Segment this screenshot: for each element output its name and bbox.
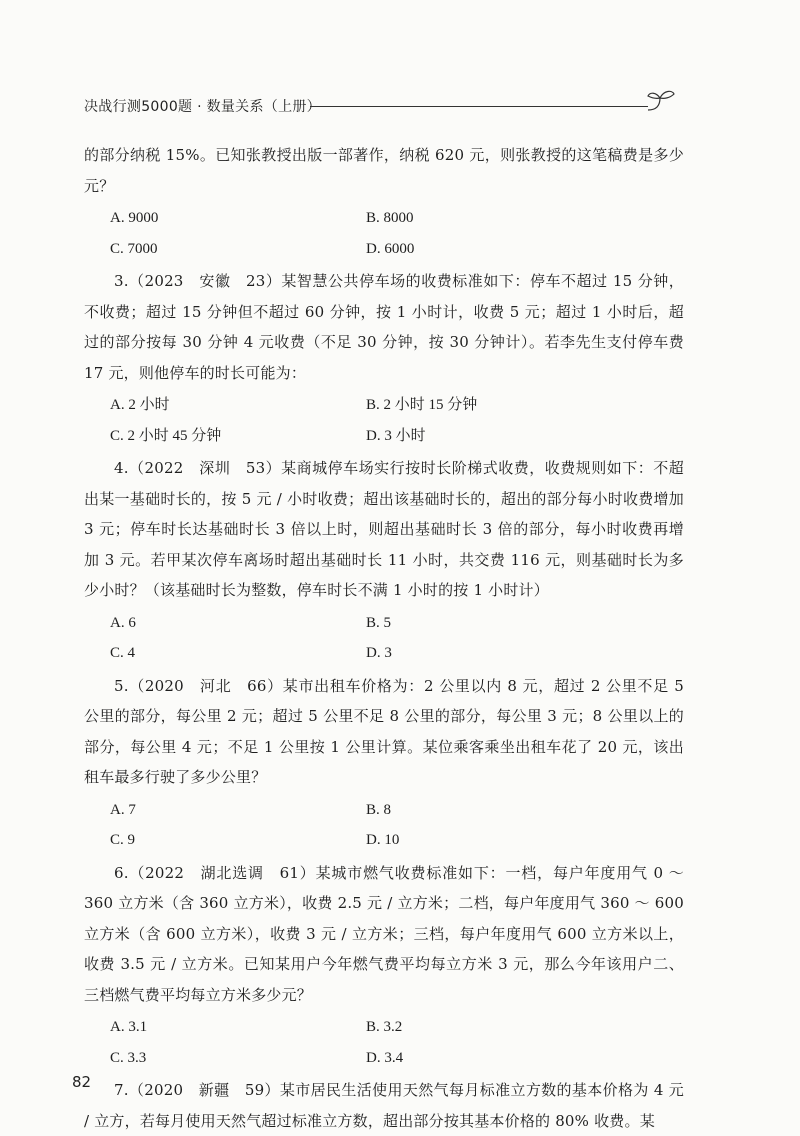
options-group bbox=[84, 608, 684, 669]
option-b: B. 2 小时 15 分钟 bbox=[366, 397, 478, 413]
option-a: A. 7 bbox=[110, 801, 136, 818]
option-b: B. 3.2 bbox=[366, 1019, 403, 1035]
running-header bbox=[72, 86, 672, 122]
option-b: B. 5 bbox=[366, 614, 392, 631]
header-rule bbox=[310, 106, 648, 107]
option-a: A. 6 bbox=[110, 614, 136, 631]
option-d: D. 6000 bbox=[366, 240, 415, 257]
option-a: A. 3.1 bbox=[110, 1019, 148, 1035]
page-number: 82 bbox=[72, 1073, 92, 1091]
option-c: C. 4 bbox=[110, 645, 136, 661]
question-7: 7.（2020 新疆 59）某市居民生活使用天然气每月标准立方数的基本价格为 4 元 / 立方，若每月使用天然气超过标准立方数，超出部分按其基本价格的 80% 收费。某 bbox=[84, 1081, 684, 1130]
options-group bbox=[84, 795, 684, 856]
option-b: B. 8 bbox=[366, 801, 392, 818]
option-a: A. 9000 bbox=[110, 210, 159, 226]
options-group bbox=[84, 390, 684, 451]
sprout-icon bbox=[642, 86, 678, 122]
question-4: 4.（2022 深圳 53）某商城停车场实行按时长阶梯式收费，收费规则如下：不超出某一基础时长的，按 5 元 / 小时收费；超出该基础时长的，超出的部分每小时收费增加 3 元；停车时长达基础时长 3 倍以上时，则超出基础时长 3 倍的部分，每小时收费再增加 3 元。若甲某次停车离场时超出基础时长 11 小时，共交费 116 元，则基础时长为多少小时？（该基础时长为整数，停车时长不满 1 小时的按 1 小时计） bbox=[84, 459, 684, 599]
header-title: 决战行测5000题 · 数量关系（上册） bbox=[84, 99, 321, 115]
options-group bbox=[84, 203, 684, 264]
option-d: D. 3 bbox=[366, 645, 392, 661]
question-3: 3.（2023 安徽 23）某智慧公共停车场的收费标准如下：停车不超过 15 分钟，不收费；超过 15 分钟但不超过 60 分钟，按 1 小时计，收费 5 元；超过 1 小时后，超过的部分按每 30 分钟 4 元收费（不足 30 分钟，按 30 分钟计）。若李先生支付停车费 17 元，则他停车的时长可能为： bbox=[84, 272, 684, 382]
option-c: C. 3.3 bbox=[110, 1049, 147, 1066]
question-6: 6.（2022 湖北选调 61）某城市燃气收费标准如下：一档，每户年度用气 0 ～ 360 立方米（含 360 立方米），收费 2.5 元 / 立方米；二档，每户年度用气 360 ～ 600 立方米（含 600 立方米），收费 3 元 / 立方米；三档，每户年度用气 600 立方米以上，收费 3.5 元 / 立方米。已知某用户今年燃气费平均每立方米 3 元，那么今年该用户二、三档燃气费平均每立方米多少元？ bbox=[84, 863, 684, 1004]
option-d: D. 3.4 bbox=[366, 1049, 404, 1066]
option-d: D. 10 bbox=[366, 832, 400, 848]
continuation-text: 的部分纳税 15%。已知张教授出版一部著作，纳税 620 元，则张教授的这笔稿费是多少元？ bbox=[84, 146, 684, 195]
option-c: C. 9 bbox=[110, 832, 136, 848]
option-c: C. 7000 bbox=[110, 240, 158, 257]
option-d: D. 3 小时 bbox=[366, 427, 426, 444]
page-content bbox=[84, 140, 684, 1136]
options-group bbox=[84, 1012, 684, 1073]
option-b: B. 8000 bbox=[366, 210, 414, 226]
option-a: A. 2 小时 bbox=[110, 397, 170, 413]
option-c: C. 2 小时 45 分钟 bbox=[110, 427, 222, 444]
question-5: 5.（2020 河北 66）某市出租车价格为：2 公里以内 8 元，超过 2 公里不足 5 公里的部分，每公里 2 元；超过 5 公里不足 8 公里的部分，每公里 3 元；8 公里以上的部分，每公里 4 元；不足 1 公里按 1 公里计算。某位乘客乘坐出租车花了 20 元，该出租车最多行驶了多少公里？ bbox=[84, 676, 684, 786]
